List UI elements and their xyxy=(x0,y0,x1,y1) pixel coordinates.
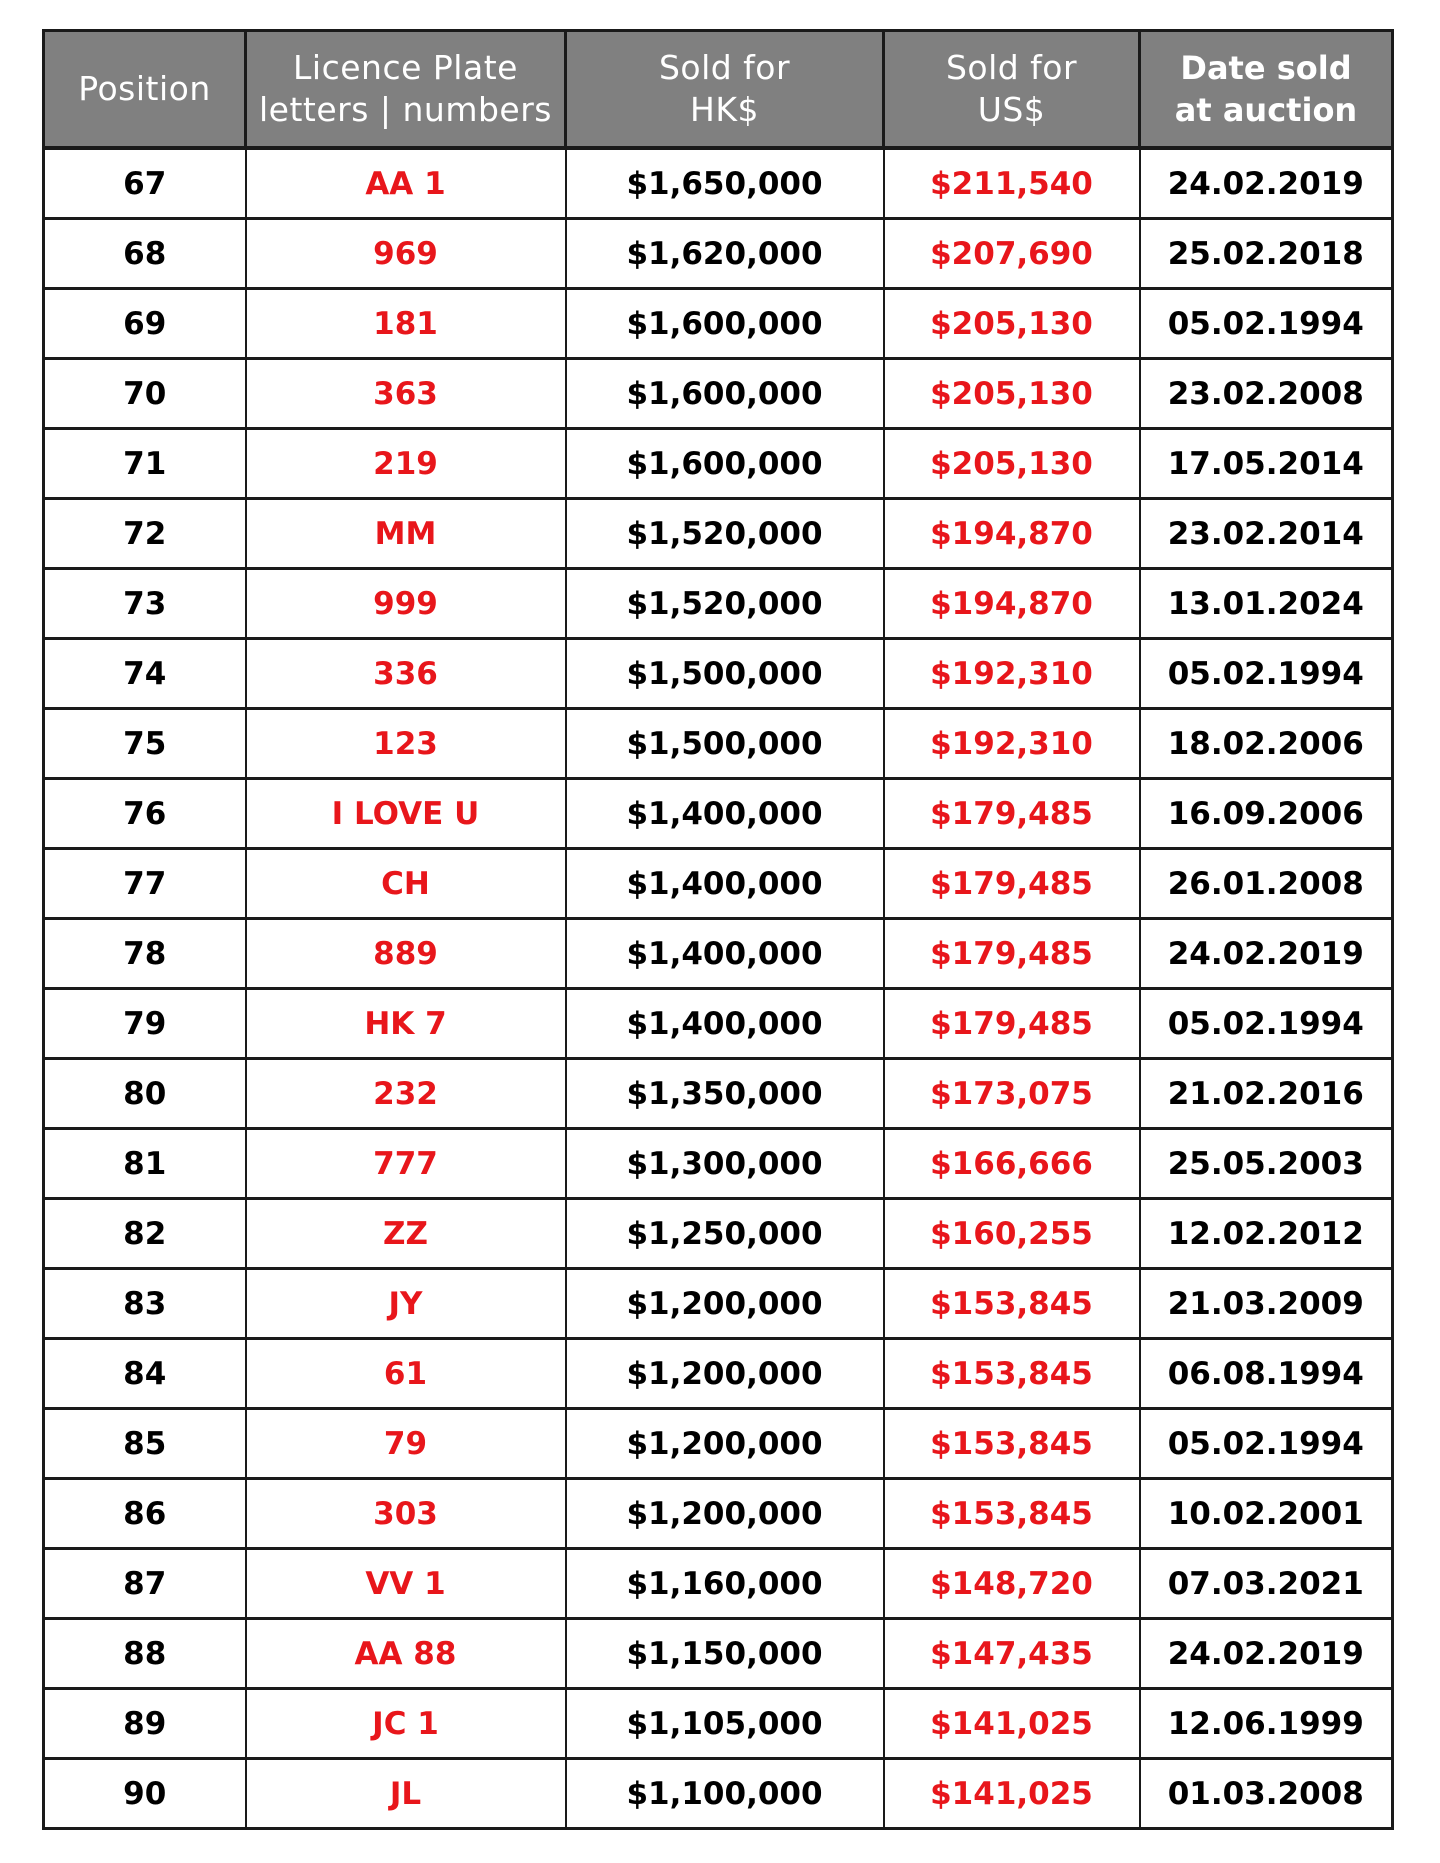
usd-price-cell: $141,025 xyxy=(884,1689,1140,1759)
plate-cell: 999 xyxy=(246,569,566,639)
table-row xyxy=(44,1059,1393,1129)
header-sold-hkd-line-2: HK$ xyxy=(690,90,759,129)
date-cell: 01.03.2008 xyxy=(1140,1759,1393,1829)
table-body xyxy=(44,148,1393,1829)
usd-price-cell: $153,845 xyxy=(884,1479,1140,1549)
usd-price-cell: $205,130 xyxy=(884,429,1140,499)
plate-cell: ZZ xyxy=(246,1199,566,1269)
plate-cell: 232 xyxy=(246,1059,566,1129)
usd-price-cell: $205,130 xyxy=(884,289,1140,359)
header-position-label: Position xyxy=(78,69,211,108)
hkd-price-cell: $1,620,000 xyxy=(566,219,884,289)
usd-price-cell: $179,485 xyxy=(884,919,1140,989)
hkd-price-cell: $1,200,000 xyxy=(566,1269,884,1339)
date-cell: 21.02.2016 xyxy=(1140,1059,1393,1129)
date-cell: 18.02.2006 xyxy=(1140,709,1393,779)
plate-cell: CH xyxy=(246,849,566,919)
plate-cell: MM xyxy=(246,499,566,569)
usd-price-cell: $179,485 xyxy=(884,779,1140,849)
hkd-price-cell: $1,200,000 xyxy=(566,1339,884,1409)
hkd-price-cell: $1,100,000 xyxy=(566,1759,884,1829)
date-cell: 12.02.2012 xyxy=(1140,1199,1393,1269)
header-sold-hkd xyxy=(566,31,884,149)
hkd-price-cell: $1,150,000 xyxy=(566,1619,884,1689)
date-cell: 10.02.2001 xyxy=(1140,1479,1393,1549)
table-row xyxy=(44,148,1393,219)
hkd-price-cell: $1,400,000 xyxy=(566,779,884,849)
usd-price-cell: $147,435 xyxy=(884,1619,1140,1689)
plate-cell: 969 xyxy=(246,219,566,289)
date-cell: 05.02.1994 xyxy=(1140,1409,1393,1479)
plate-cell: 363 xyxy=(246,359,566,429)
usd-price-cell: $173,075 xyxy=(884,1059,1140,1129)
position-cell: 77 xyxy=(44,849,246,919)
date-cell: 26.01.2008 xyxy=(1140,849,1393,919)
position-cell: 79 xyxy=(44,989,246,1059)
date-cell: 06.08.1994 xyxy=(1140,1339,1393,1409)
position-cell: 72 xyxy=(44,499,246,569)
table-row xyxy=(44,1339,1393,1409)
date-cell: 25.05.2003 xyxy=(1140,1129,1393,1199)
position-cell: 78 xyxy=(44,919,246,989)
plate-cell: JL xyxy=(246,1759,566,1829)
plate-cell: 219 xyxy=(246,429,566,499)
plate-cell: 777 xyxy=(246,1129,566,1199)
hkd-price-cell: $1,200,000 xyxy=(566,1409,884,1479)
header-date-sold-line-1: Date sold xyxy=(1180,49,1352,87)
position-cell: 74 xyxy=(44,639,246,709)
table-row xyxy=(44,639,1393,709)
header-position xyxy=(44,31,246,149)
date-cell: 25.02.2018 xyxy=(1140,219,1393,289)
header-sold-hkd-line-1: Sold for xyxy=(658,48,791,87)
usd-price-cell: $205,130 xyxy=(884,359,1140,429)
usd-price-cell: $148,720 xyxy=(884,1549,1140,1619)
usd-price-cell: $207,690 xyxy=(884,219,1140,289)
table-row xyxy=(44,919,1393,989)
table-row xyxy=(44,1759,1393,1829)
position-cell: 73 xyxy=(44,569,246,639)
table-row xyxy=(44,989,1393,1059)
hkd-price-cell: $1,500,000 xyxy=(566,709,884,779)
position-cell: 83 xyxy=(44,1269,246,1339)
date-cell: 12.06.1999 xyxy=(1140,1689,1393,1759)
hkd-price-cell: $1,400,000 xyxy=(566,919,884,989)
position-cell: 87 xyxy=(44,1549,246,1619)
table-row xyxy=(44,709,1393,779)
date-cell: 23.02.2014 xyxy=(1140,499,1393,569)
hkd-price-cell: $1,350,000 xyxy=(566,1059,884,1129)
table-row xyxy=(44,849,1393,919)
plate-cell: 181 xyxy=(246,289,566,359)
date-cell: 05.02.1994 xyxy=(1140,989,1393,1059)
plate-cell: 303 xyxy=(246,1479,566,1549)
table-row xyxy=(44,1619,1393,1689)
date-cell: 05.02.1994 xyxy=(1140,289,1393,359)
header-licence-plate-line-2: letters | numbers xyxy=(259,90,552,129)
usd-price-cell: $194,870 xyxy=(884,499,1140,569)
plate-cell: I LOVE U xyxy=(246,779,566,849)
licence-plate-auction-table xyxy=(42,29,1394,1830)
date-cell: 24.02.2019 xyxy=(1140,919,1393,989)
hkd-price-cell: $1,600,000 xyxy=(566,359,884,429)
plate-cell: AA 1 xyxy=(246,148,566,219)
position-cell: 75 xyxy=(44,709,246,779)
position-cell: 69 xyxy=(44,289,246,359)
usd-price-cell: $160,255 xyxy=(884,1199,1140,1269)
header-sold-usd-line-2: US$ xyxy=(977,90,1046,129)
hkd-price-cell: $1,250,000 xyxy=(566,1199,884,1269)
usd-price-cell: $153,845 xyxy=(884,1269,1140,1339)
hkd-price-cell: $1,520,000 xyxy=(566,499,884,569)
usd-price-cell: $179,485 xyxy=(884,849,1140,919)
plate-cell: JC 1 xyxy=(246,1689,566,1759)
table-row xyxy=(44,1199,1393,1269)
hkd-price-cell: $1,300,000 xyxy=(566,1129,884,1199)
table-row xyxy=(44,1129,1393,1199)
date-cell: 24.02.2019 xyxy=(1140,1619,1393,1689)
plate-cell: 889 xyxy=(246,919,566,989)
hkd-price-cell: $1,200,000 xyxy=(566,1479,884,1549)
position-cell: 70 xyxy=(44,359,246,429)
plate-cell: 123 xyxy=(246,709,566,779)
table-row xyxy=(44,359,1393,429)
date-cell: 17.05.2014 xyxy=(1140,429,1393,499)
usd-price-cell: $179,485 xyxy=(884,989,1140,1059)
date-cell: 07.03.2021 xyxy=(1140,1549,1393,1619)
usd-price-cell: $192,310 xyxy=(884,709,1140,779)
position-cell: 90 xyxy=(44,1759,246,1829)
hkd-price-cell: $1,520,000 xyxy=(566,569,884,639)
header-sold-usd xyxy=(884,31,1140,149)
position-cell: 71 xyxy=(44,429,246,499)
hkd-price-cell: $1,500,000 xyxy=(566,639,884,709)
date-cell: 16.09.2006 xyxy=(1140,779,1393,849)
header-sold-usd-line-1: Sold for xyxy=(945,48,1078,87)
position-cell: 89 xyxy=(44,1689,246,1759)
plate-cell: 79 xyxy=(246,1409,566,1479)
position-cell: 88 xyxy=(44,1619,246,1689)
position-cell: 86 xyxy=(44,1479,246,1549)
table-row xyxy=(44,1269,1393,1339)
position-cell: 82 xyxy=(44,1199,246,1269)
usd-price-cell: $153,845 xyxy=(884,1339,1140,1409)
position-cell: 81 xyxy=(44,1129,246,1199)
header-date-sold-line-2: at auction xyxy=(1174,91,1358,129)
table-row xyxy=(44,1689,1393,1759)
header-licence-plate-line-1: Licence Plate xyxy=(293,48,518,87)
plate-cell: AA 88 xyxy=(246,1619,566,1689)
date-cell: 24.02.2019 xyxy=(1140,148,1393,219)
position-cell: 80 xyxy=(44,1059,246,1129)
hkd-price-cell: $1,600,000 xyxy=(566,429,884,499)
position-cell: 76 xyxy=(44,779,246,849)
table-row xyxy=(44,1479,1393,1549)
plate-cell: HK 7 xyxy=(246,989,566,1059)
table-row xyxy=(44,1409,1393,1479)
hkd-price-cell: $1,600,000 xyxy=(566,289,884,359)
header-licence-plate xyxy=(246,31,566,149)
table-header-row xyxy=(44,31,1393,149)
header-date-sold xyxy=(1140,31,1393,149)
table-row xyxy=(44,219,1393,289)
table-row xyxy=(44,289,1393,359)
date-cell: 13.01.2024 xyxy=(1140,569,1393,639)
hkd-price-cell: $1,650,000 xyxy=(566,148,884,219)
usd-price-cell: $153,845 xyxy=(884,1409,1140,1479)
hkd-price-cell: $1,400,000 xyxy=(566,989,884,1059)
plate-cell: 336 xyxy=(246,639,566,709)
table-row xyxy=(44,429,1393,499)
table-row xyxy=(44,1549,1393,1619)
date-cell: 21.03.2009 xyxy=(1140,1269,1393,1339)
hkd-price-cell: $1,400,000 xyxy=(566,849,884,919)
position-cell: 85 xyxy=(44,1409,246,1479)
position-cell: 67 xyxy=(44,148,246,219)
date-cell: 05.02.1994 xyxy=(1140,639,1393,709)
usd-price-cell: $194,870 xyxy=(884,569,1140,639)
table-row xyxy=(44,569,1393,639)
usd-price-cell: $166,666 xyxy=(884,1129,1140,1199)
hkd-price-cell: $1,105,000 xyxy=(566,1689,884,1759)
usd-price-cell: $192,310 xyxy=(884,639,1140,709)
table-row xyxy=(44,779,1393,849)
plate-cell: VV 1 xyxy=(246,1549,566,1619)
plate-cell: 61 xyxy=(246,1339,566,1409)
position-cell: 84 xyxy=(44,1339,246,1409)
hkd-price-cell: $1,160,000 xyxy=(566,1549,884,1619)
date-cell: 23.02.2008 xyxy=(1140,359,1393,429)
position-cell: 68 xyxy=(44,219,246,289)
table-row xyxy=(44,499,1393,569)
usd-price-cell: $141,025 xyxy=(884,1759,1140,1829)
usd-price-cell: $211,540 xyxy=(884,148,1140,219)
plate-cell: JY xyxy=(246,1269,566,1339)
